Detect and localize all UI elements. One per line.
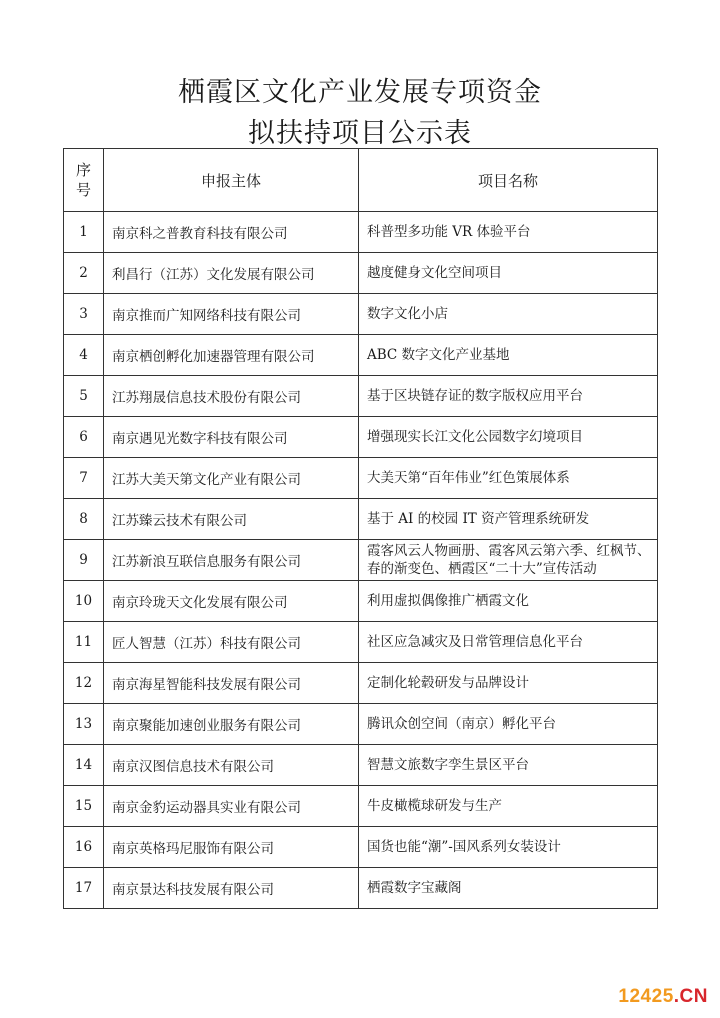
table-row <box>64 417 658 458</box>
watermark-domain: .CN <box>673 986 708 1007</box>
row-number: 6 <box>64 417 104 458</box>
applicant-entity: 南京海星智能科技发展有限公司 <box>104 663 359 704</box>
project-name: 基于 AI 的校园 IT 资产管理系统研发 <box>359 499 658 540</box>
table-row <box>64 827 658 868</box>
table-row <box>64 540 658 581</box>
table-row <box>64 622 658 663</box>
row-number: 12 <box>64 663 104 704</box>
project-name: 牛皮橄榄球研发与生产 <box>359 786 658 827</box>
project-name: 数字文化小店 <box>359 294 658 335</box>
table-row <box>64 376 658 417</box>
header-seq <box>64 149 104 212</box>
project-name: 智慧文旅数字孪生景区平台 <box>359 745 658 786</box>
document-title-line2: 拟扶持项目公示表 <box>248 118 472 149</box>
project-name: 定制化轮毂研发与品牌设计 <box>359 663 658 704</box>
table-row <box>64 458 658 499</box>
row-number: 7 <box>64 458 104 499</box>
project-name: 越度健身文化空间项目 <box>359 253 658 294</box>
project-name: 增强现实长江文化公园数字幻境项目 <box>359 417 658 458</box>
table-row <box>64 499 658 540</box>
table-row <box>64 745 658 786</box>
project-name: 利用虚拟偶像推广栖霞文化 <box>359 581 658 622</box>
applicant-entity: 南京金豹运动器具实业有限公司 <box>104 786 359 827</box>
project-name: 霞客风云人物画册、霞客风云第六季、红枫节、春的渐变色、栖霞区“二十大”宣传活动 <box>359 540 658 581</box>
row-number: 14 <box>64 745 104 786</box>
site-watermark-logo <box>618 986 708 1008</box>
table-row <box>64 212 658 253</box>
project-name: 国货也能“潮”-国风系列女装设计 <box>359 827 658 868</box>
table-row <box>64 294 658 335</box>
row-number: 4 <box>64 335 104 376</box>
header-entity: 申报主体 <box>104 149 359 212</box>
applicant-entity: 南京栖创孵化加速器管理有限公司 <box>104 335 359 376</box>
applicant-entity: 南京聚能加速创业服务有限公司 <box>104 704 359 745</box>
table-row <box>64 253 658 294</box>
header-seq-char: 号 <box>75 181 91 199</box>
header-seq-char: 序 <box>75 161 91 179</box>
table-row <box>64 786 658 827</box>
project-name: 社区应急减灾及日常管理信息化平台 <box>359 622 658 663</box>
row-number: 17 <box>64 868 104 909</box>
table-row <box>64 868 658 909</box>
row-number: 3 <box>64 294 104 335</box>
applicant-entity: 江苏翔晟信息技术股份有限公司 <box>104 376 359 417</box>
table-header-row <box>64 149 658 212</box>
applicant-entity: 南京景达科技发展有限公司 <box>104 868 359 909</box>
applicant-entity: 匠人智慧（江苏）科技有限公司 <box>104 622 359 663</box>
table-row <box>64 581 658 622</box>
watermark-number: 12425 <box>618 986 674 1007</box>
table-row <box>64 704 658 745</box>
row-number: 8 <box>64 499 104 540</box>
document-title-line1: 栖霞区文化产业发展专项资金 <box>178 77 542 108</box>
project-name: 基于区块链存证的数字版权应用平台 <box>359 376 658 417</box>
applicant-entity: 南京推而广知网络科技有限公司 <box>104 294 359 335</box>
project-name: 科普型多功能 VR 体验平台 <box>359 212 658 253</box>
row-number: 13 <box>64 704 104 745</box>
applicant-entity: 南京汉图信息技术有限公司 <box>104 745 359 786</box>
row-number: 16 <box>64 827 104 868</box>
table-row <box>64 335 658 376</box>
applicant-entity: 南京科之普教育科技有限公司 <box>104 212 359 253</box>
row-number: 5 <box>64 376 104 417</box>
applicant-entity: 南京玲珑天文化发展有限公司 <box>104 581 359 622</box>
applicant-entity: 江苏臻云技术有限公司 <box>104 499 359 540</box>
applicant-entity: 利昌行（江苏）文化发展有限公司 <box>104 253 359 294</box>
project-name: ABC 数字文化产业基地 <box>359 335 658 376</box>
project-name: 腾讯众创空间（南京）孵化平台 <box>359 704 658 745</box>
project-name: 大美天第“百年伟业”红色策展体系 <box>359 458 658 499</box>
row-number: 2 <box>64 253 104 294</box>
row-number: 15 <box>64 786 104 827</box>
table-row <box>64 663 658 704</box>
applicant-entity: 江苏新浪互联信息服务有限公司 <box>104 540 359 581</box>
applicant-entity: 江苏大美天第文化产业有限公司 <box>104 458 359 499</box>
applicant-entity: 南京遇见光数字科技有限公司 <box>104 417 359 458</box>
row-number: 1 <box>64 212 104 253</box>
row-number: 11 <box>64 622 104 663</box>
project-name: 栖霞数字宝藏阁 <box>359 868 658 909</box>
applicant-entity: 南京英格玛尼服饰有限公司 <box>104 827 359 868</box>
header-project: 项目名称 <box>359 149 658 212</box>
row-number: 9 <box>64 540 104 581</box>
row-number: 10 <box>64 581 104 622</box>
project-table <box>63 148 658 909</box>
